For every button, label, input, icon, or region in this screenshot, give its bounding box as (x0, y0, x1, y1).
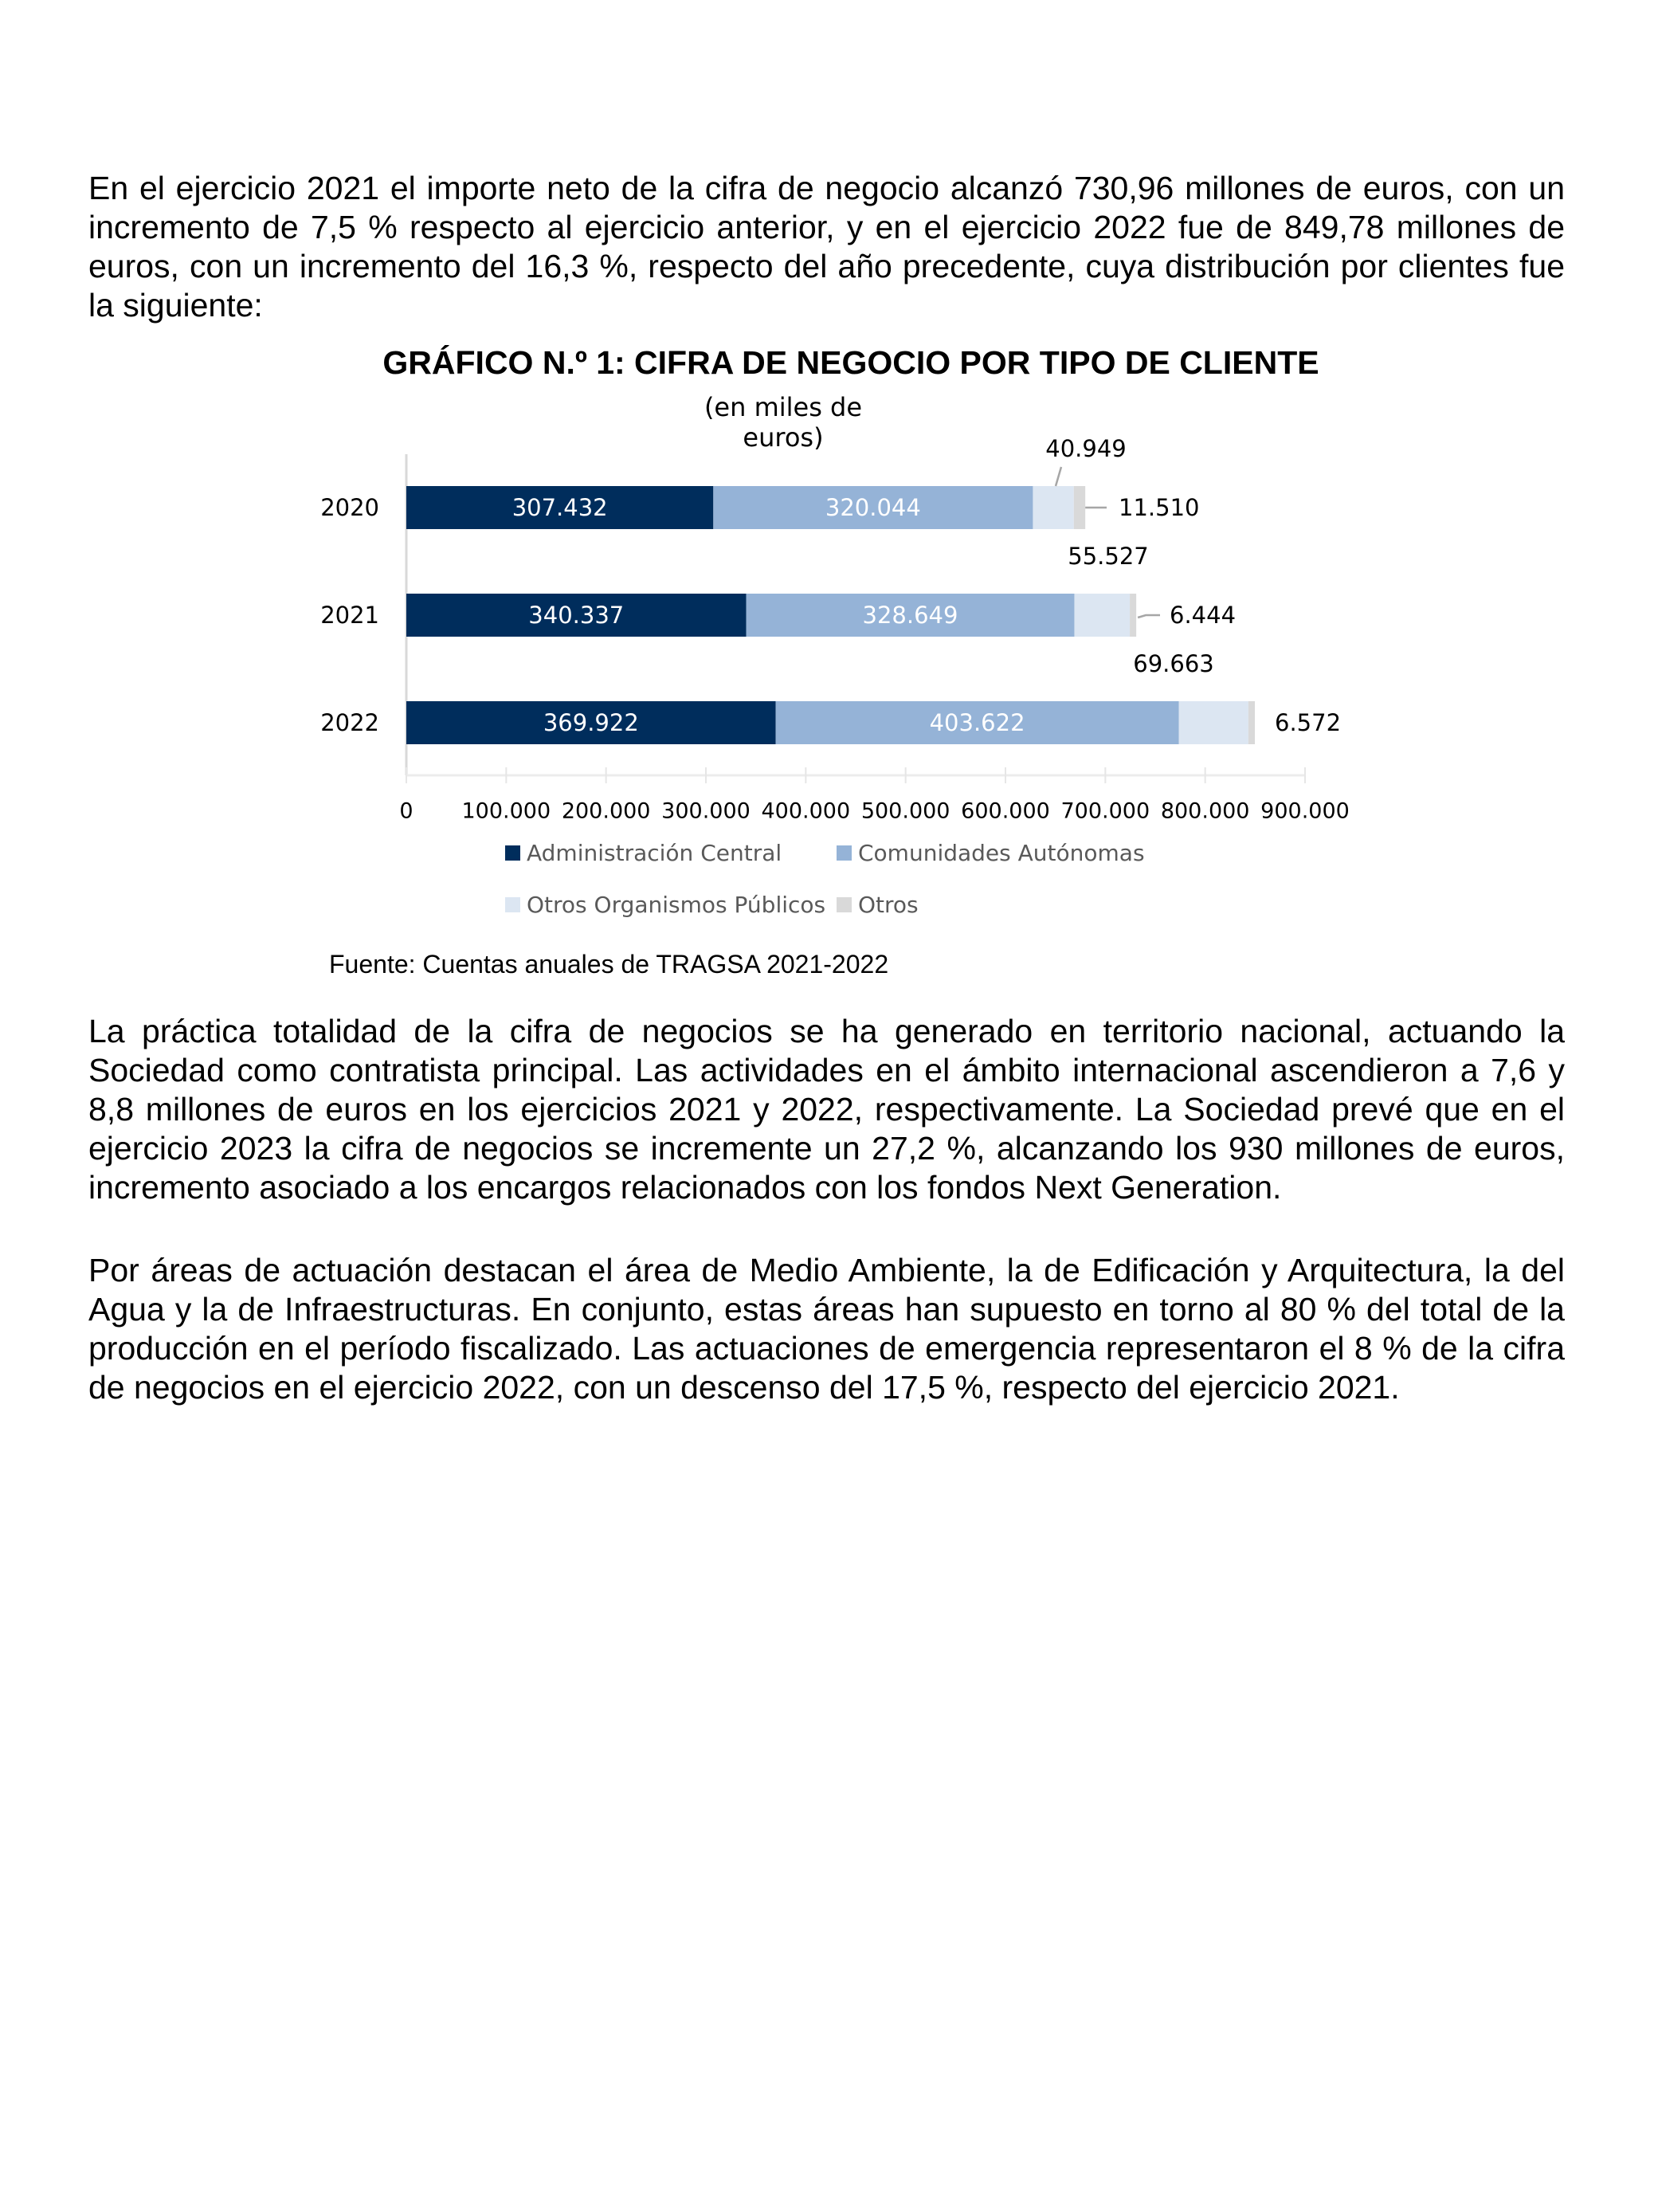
source-note: Fuente: Cuentas anuales de TRAGSA 2021-2022 (329, 950, 889, 979)
category-label-2020: 2020 (320, 494, 379, 521)
legend-swatch-comunidades-autonomas (837, 845, 852, 861)
chart-title: GRÁFICO N.º 1: CIFRA DE NEGOCIO POR TIPO DE CLIENTE (382, 344, 1319, 381)
legend-label: Administración Central (527, 840, 782, 866)
x-tick-label: 400.000 (761, 798, 851, 824)
data-label: 328.649 (862, 602, 958, 629)
data-label: 69.663 (1133, 650, 1214, 677)
x-tick-label: 700.000 (1060, 798, 1150, 824)
data-label: 307.432 (511, 494, 608, 521)
x-tick-label: 800.000 (1160, 798, 1250, 824)
chart-legend (0, 0, 1654, 956)
x-tick-label: 600.000 (961, 798, 1050, 824)
chart-subtitle: (en miles de euros) (704, 392, 863, 453)
x-tick-label: 200.000 (561, 798, 651, 824)
legend-label: Comunidades Autónomas (858, 840, 1145, 866)
data-label: 320.044 (825, 494, 921, 521)
x-tick-label: 100.000 (461, 798, 551, 824)
intro-paragraph: En el ejercicio 2021 el importe neto de la cifra de negocio alcanzó 730,96 millones de euros, con un incremento de 7,5 % respecto al ejercicio anterior, y en el ejercicio 2022 fue de 849,78 millones de euros, con un incremento del 16,3 %, respecto del año precedente, cuya distribución por clientes fue la siguiente: (88, 170, 1565, 324)
second-paragraph: La práctica totalidad de la cifra de negocios se ha generado en territorio nacional, actuando la Sociedad como contratista principal. Las actividades en el ámbito internacional ascendieron a 7,6 y 8,8 millones de euros en los ejercicios 2021 y 2022, respectivamente. La Sociedad prevé que en el ejercicio 2023 la cifra de negocios se incremente un 27,2 %, alcanzando los 930 millones de euros, incremento asociado a los encargos relacionados con los fondos Next Generation. (88, 1013, 1565, 1206)
data-label: 340.337 (528, 602, 625, 629)
x-tick-label: 300.000 (661, 798, 751, 824)
category-label-2022: 2022 (320, 709, 379, 736)
legend-swatch-administracion-central (505, 845, 520, 861)
legend-swatch-otros (837, 897, 852, 912)
data-label: 6.572 (1275, 709, 1342, 736)
data-label: 369.922 (543, 709, 639, 736)
data-label: 40.949 (1045, 435, 1127, 462)
legend-item (505, 840, 782, 866)
legend-item (837, 892, 919, 918)
legend-label: Otros Organismos Públicos (527, 892, 826, 918)
x-tick-label: 900.000 (1260, 798, 1350, 824)
third-paragraph: Por áreas de actuación destacan el área de Medio Ambiente, la de Edificación y Arquitectura, la del Agua y la de Infraestructuras. En conjunto, estas áreas han supuesto en torno al 80 % del total de la producción en el período fiscalizado. Las actuaciones de emergencia representaron el 8 % de la cifra de negocios en el ejercicio 2022, con un descenso del 17,5 %, respecto del ejercicio 2021. (88, 1252, 1565, 1406)
legend-label: Otros (858, 892, 919, 918)
legend-item (837, 840, 1145, 866)
data-label: 11.510 (1119, 494, 1200, 521)
legend-swatch-otros-organismos-publicos (505, 897, 520, 912)
x-tick-label: 500.000 (860, 798, 950, 824)
category-label-2021: 2021 (320, 602, 379, 629)
data-label: 403.622 (929, 709, 1025, 736)
data-label: 55.527 (1068, 543, 1149, 570)
data-label: 6.444 (1170, 602, 1237, 629)
legend-item (505, 892, 825, 918)
x-tick-label: 0 (399, 798, 414, 824)
